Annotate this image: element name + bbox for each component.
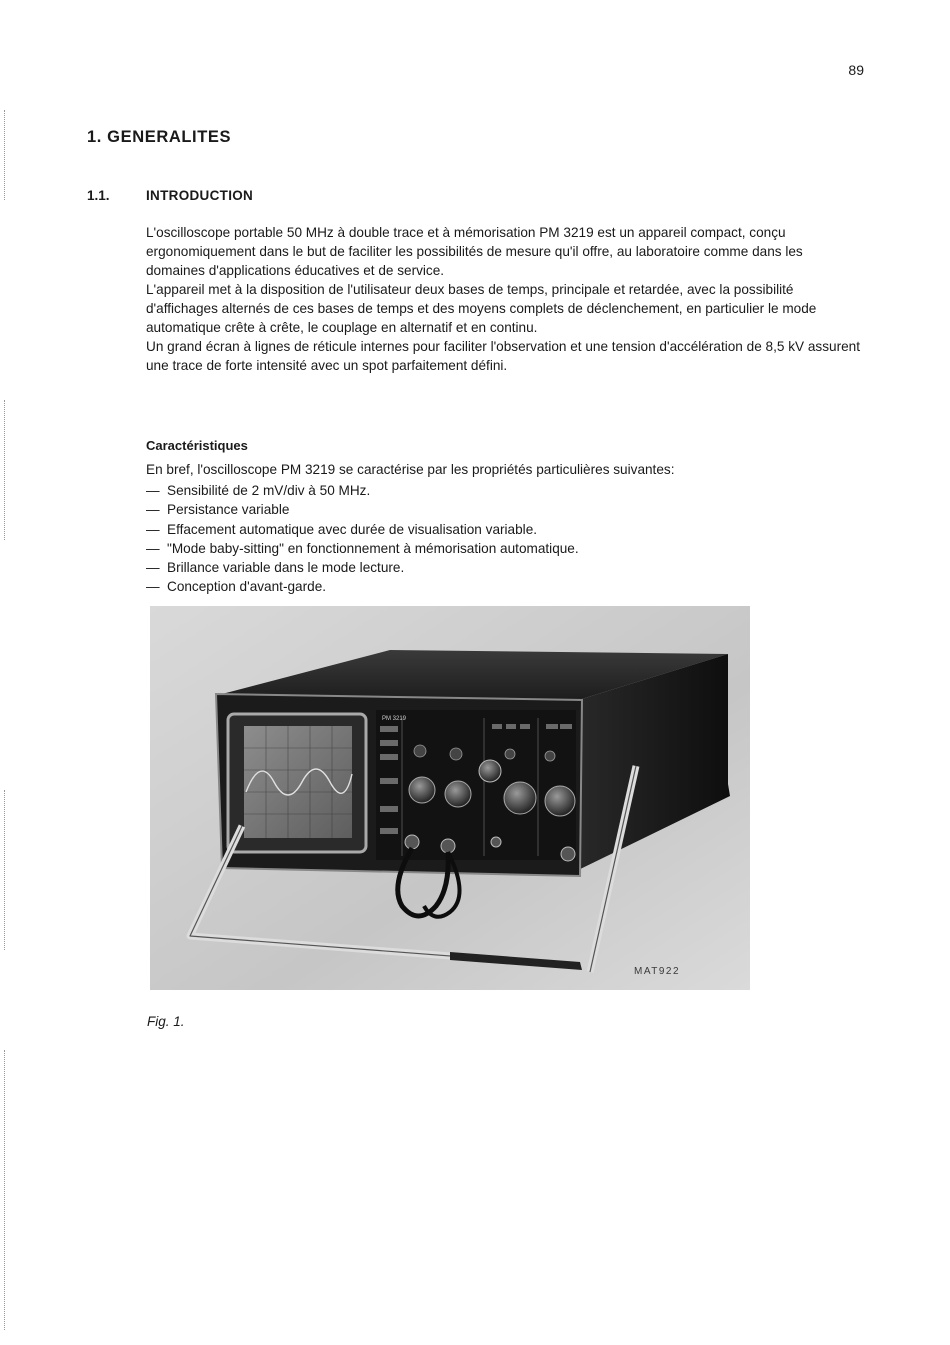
list-item	[146, 577, 579, 596]
margin-scan-mark	[4, 1050, 5, 1330]
list-item	[146, 500, 579, 519]
characteristics-heading: Caractéristiques	[146, 438, 248, 453]
intro-paragraph: Un grand écran à lignes de réticule internes pour faciliter l'observation et une tension d'accélération de 8,5 kV assurent une trace de forte intensité avec un spot parfaitement défini.	[146, 339, 860, 373]
dash-bullet: —	[146, 483, 160, 498]
list-item	[146, 539, 579, 558]
list-item-text: Sensibilité de 2 mV/div à 50 MHz.	[167, 483, 371, 498]
intro-text	[146, 223, 860, 375]
feature-list	[146, 481, 579, 597]
dash-bullet: —	[146, 560, 160, 576]
subsection-title: INTRODUCTION	[146, 188, 254, 203]
figure-caption: Fig. 1.	[147, 1014, 185, 1029]
characteristics-lead: En bref, l'oscilloscope PM 3219 se caractérise par les propriétés particulières suivantes:	[146, 462, 675, 477]
list-item-text: Persistance variable	[167, 502, 290, 518]
margin-scan-mark	[4, 110, 5, 200]
dash-bullet: —	[146, 579, 160, 595]
list-item-text: Conception d'avant-garde.	[167, 579, 327, 595]
margin-scan-mark	[4, 790, 5, 950]
dash-bullet: —	[146, 502, 160, 518]
section-title: GENERALITES	[107, 128, 232, 146]
list-item	[146, 520, 579, 539]
list-item	[146, 558, 579, 577]
dash-bullet: —	[146, 540, 160, 556]
image-label: MAT922	[634, 966, 681, 977]
panel-label: PM 3219	[382, 716, 407, 722]
intro-paragraph: L'oscilloscope portable 50 MHz à double trace et à mémorisation PM 3219 est un appareil compact, conçu ergonomiquement dans le but de faciliter les possibilités de mesure qu'il offre, au laboratoire comme dans les domaines d'applications éducatives et de service.	[146, 225, 803, 278]
margin-scan-mark	[4, 400, 5, 540]
page-number: 89	[848, 62, 864, 78]
section-number: 1.	[87, 128, 102, 146]
list-item-text: "Mode baby-sitting" en fonctionnement à mémorisation automatique.	[167, 540, 579, 556]
oscilloscope-illustration	[150, 606, 750, 990]
list-item-text: Brillance variable dans le mode lecture.	[167, 560, 405, 576]
dash-bullet: —	[146, 521, 160, 537]
list-item	[146, 481, 579, 500]
intro-paragraph: L'appareil met à la disposition de l'utilisateur deux bases de temps, principale et retardée, avec la possibilité d'affichages alternés de ces bases de temps et des moyens complets de déclenchement, en particulier le mode automatique crête à crête, le couplage en alternatif et en continu.	[146, 282, 817, 335]
section-heading	[87, 128, 231, 147]
list-item-text: Effacement automatique avec durée de visualisation variable.	[167, 521, 538, 537]
subsection-number: 1.1.	[87, 188, 110, 203]
oscilloscope-photo	[150, 606, 750, 990]
